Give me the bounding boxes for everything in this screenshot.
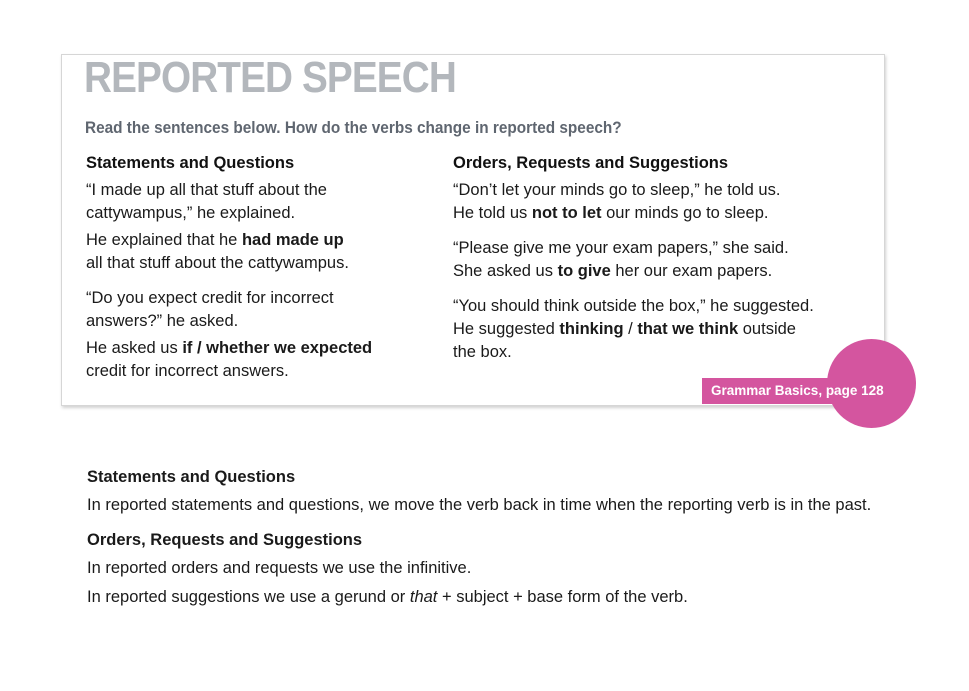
right-heading: Orders, Requests and Suggestions xyxy=(453,154,729,172)
highlight-verb: if / whether we expected xyxy=(182,339,373,357)
highlight-verb: thinking xyxy=(559,320,624,338)
reported-sentence-1: He explained that he had made up all that stuff about the cattywampus. xyxy=(86,231,349,272)
grammar-reference-label: Grammar Basics, page 128 xyxy=(711,383,884,398)
highlight-verb: that we think xyxy=(637,320,739,338)
rules-text-suggestions: In reported suggestions we use a gerund or that + subject + base form of the verb. xyxy=(87,588,688,606)
left-heading: Statements and Questions xyxy=(86,154,295,172)
orders-example-1: “Don’t let your minds go to sleep,” he told us. He told us not to let our minds go to sleep. xyxy=(453,181,781,222)
direct-quote-2: “Do you expect credit for incorrect answers?” he asked. xyxy=(86,289,334,330)
page-title: REPORTED SPEECH xyxy=(84,53,456,102)
rules-heading-statements: Statements and Questions xyxy=(87,468,296,486)
rules-heading-orders: Orders, Requests and Suggestions xyxy=(87,531,363,549)
rules-section xyxy=(87,466,947,609)
reported-sentence-2: He asked us if / whether we expected credit for incorrect answers. xyxy=(86,339,373,380)
orders-example-3: “You should think outside the box,” he suggested. He suggested thinking / that we think outside the box. xyxy=(453,297,814,361)
highlight-verb: to give xyxy=(557,262,611,280)
rules-text-orders: In reported orders and requests we use the infinitive. xyxy=(87,559,472,577)
rules-text-statements: In reported statements and questions, we move the verb back in time when the reporting verb is in the past. xyxy=(87,496,872,514)
direct-quote-1: “I made up all that stuff about the cattywampus,” he explained. xyxy=(86,181,327,222)
left-column xyxy=(86,152,436,383)
highlight-verb: not to let xyxy=(531,204,602,222)
highlight-verb: had made up xyxy=(241,231,344,249)
right-column xyxy=(453,152,853,364)
instruction-text: Read the sentences below. How do the verbs change in reported speech? xyxy=(85,119,622,137)
orders-example-2: “Please give me your exam papers,” she said. She asked us to give her our exam papers. xyxy=(453,239,789,280)
